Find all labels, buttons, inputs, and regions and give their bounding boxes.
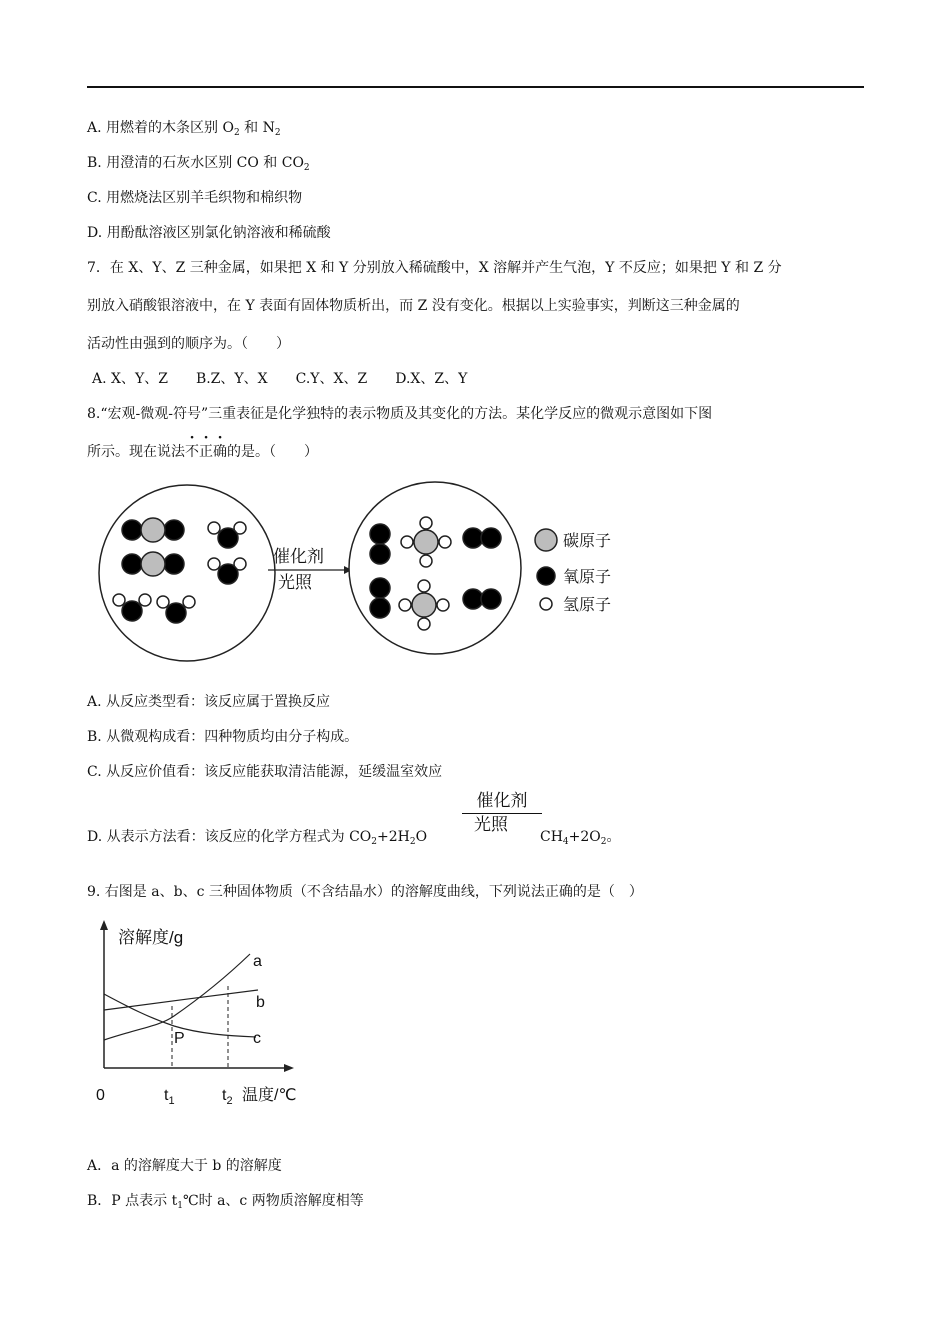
reactant-circle <box>99 485 275 661</box>
q6-option-b: B. 用澄清的石灰水区别 CO 和 $CO_2$ <box>87 155 310 173</box>
arrow-label-bottom: 光照 <box>278 573 312 592</box>
q8-option-d: D. 从表示方法看：该反应的化学方程式为 $CO_2+2H_2O$ <box>87 829 428 847</box>
q7-stem-line3: 活动性由强到的顺序为。（ ） <box>87 336 290 352</box>
q7-stem-line1: 7．在 X、Y、Z 三种金属，如果把 X 和 Y 分别放入稀硫酸中，X 溶解并产生气泡，Y 不反应；如果把 Y 和 Z 分 <box>87 260 782 276</box>
emphasis-char: 确 <box>213 444 227 460</box>
hydrogen-atom-swatch <box>540 598 552 610</box>
q8-option-a: A. 从反应类型看：该反应属于置换反应 <box>87 694 331 710</box>
curve-label-b: b <box>256 994 265 1011</box>
q9-option-a: A．a 的溶解度大于 b 的溶解度 <box>87 1158 282 1174</box>
condition-top: 催化剂 <box>476 791 528 810</box>
q6-option-a: A. 用燃着的木条区别 $O_2$ 和 $N_2$ <box>87 120 281 138</box>
equation-condition <box>460 790 544 836</box>
legend-oxygen: 氧原子 <box>563 569 612 586</box>
co2-molecule <box>122 518 184 542</box>
condition-bottom: 光照 <box>474 815 508 834</box>
q7-stem-line2: 别放入硝酸银溶液中，在 Y 表面有固体物质析出，而 Z 没有变化。根据以上实验事实，判断这三种金属的 <box>87 298 740 314</box>
q8-stem-line2: 所示。现在说法不正确的是。（ ） <box>87 444 318 460</box>
co2-molecule <box>122 552 184 576</box>
y-axis-label: 溶解度/g <box>118 928 184 947</box>
q8-option-c: C. 从反应价值看：该反应能获取清洁能源，延缓温室效应 <box>87 764 443 780</box>
reaction-diagram <box>90 478 630 678</box>
q9-option-b: B．P 点表示 $t_1℃$时 a、c 两物质溶解度相等 <box>87 1193 364 1211</box>
point-p-label: P <box>174 1030 185 1047</box>
legend-carbon: 碳原子 <box>563 533 612 550</box>
curve-b <box>104 990 258 1010</box>
emphasis-char: 正 <box>199 444 213 460</box>
q7-options: A. X、Y、Z B.Z、Y、X C.Y、X、Z D.X、Z、Y <box>92 371 468 387</box>
arrow-label-top: 催化剂 <box>273 547 324 566</box>
header-rule <box>87 86 864 88</box>
q6-option-d: D. 用酚酞溶液区别氯化钠溶液和稀硫酸 <box>87 225 331 241</box>
t2-label: $t_2$ <box>222 1087 233 1107</box>
product-circle <box>349 482 521 654</box>
q8-stem-line1: 8.“宏观-微观-符号”三重表征是化学独特的表示物质及其变化的方法。某化学反应的微观示意图如下图 <box>87 406 713 422</box>
oxygen-atom-swatch <box>537 567 555 585</box>
curve-label-a: a <box>253 953 262 970</box>
solubility-chart <box>90 918 320 1108</box>
t1-label: $t_1$ <box>164 1087 175 1107</box>
carbon-atom-swatch <box>535 529 557 551</box>
emphasis-char: 不 <box>185 444 199 460</box>
legend-hydrogen: 氢原子 <box>563 597 612 614</box>
q9-stem: 9. 右图是 a、b、c 三种固体物质（不含结晶水）的溶解度曲线，下列说法正确的是（ ） <box>87 884 643 900</box>
q8-option-b: B. 从微观构成看：四种物质均由分子构成。 <box>87 729 359 745</box>
q8-option-d-products: $CH_4+2O_2$。 <box>540 829 621 847</box>
x-axis-label: 温度/℃ <box>242 1087 297 1104</box>
q6-option-c: C. 用燃烧法区别羊毛织物和棉织物 <box>87 190 303 206</box>
origin-label: 0 <box>96 1087 105 1104</box>
curve-label-c: c <box>253 1030 261 1047</box>
